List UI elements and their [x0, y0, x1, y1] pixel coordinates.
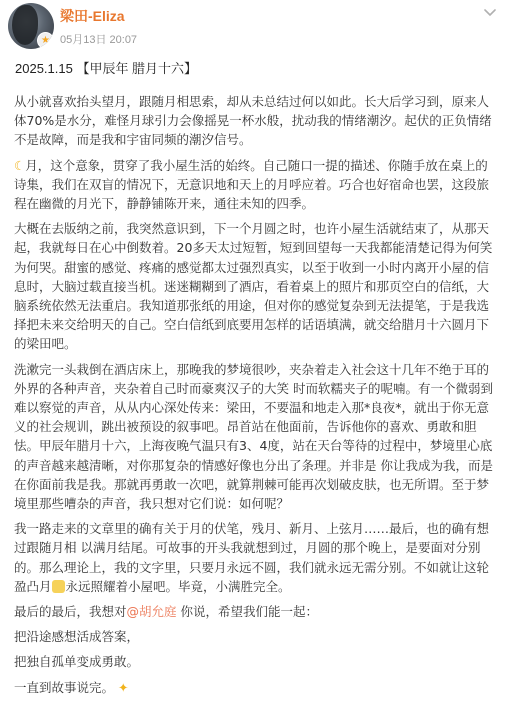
- post-body: [14, 92, 495, 703]
- moon-emoji-icon: [52, 580, 65, 593]
- crescent-moon-icon: ☾: [14, 157, 26, 173]
- closing-line: 最后的最后，我想对@胡允庭 你说，希望我们能一起：: [14, 604, 319, 620]
- paragraph: 洗漱完一头栽倒在酒店床上，那晚我的梦境很吵，夹杂着走入社会这十几年不绝于耳的外界的各种声音，夹杂着自己时而豪爽汉子的大笑 时而软糯夹子的呢喃。有一个微弱到难以察觉的声音，从从内心深处传来：梁田，不要温和地走入那*良夜*，就出于你无意义的社会规训，跳出被预设的叙事吧。昂首站在他面前，告诉他你的喜欢、勇敢和胆怯。甲辰年腊月十六，上海夜晚气温只有3、4度，站在天台等待的过程中，梦境里心底的声音越来越清晰，对你那复杂的情感好像也分出了条理。并非是 你让我成为我，而是 在你面前我是我。那就再勇敢一次吧，就算荆棘可能再次划破皮肤，也无所谓。至于梦境里那些嘈杂的声音，我只想对它们说：如何呢？: [14, 361, 493, 512]
- closing-verse-line: 把沿途感想活成答案，: [14, 629, 140, 645]
- closing-verse-line: 把独自孤单变成勇敢。: [14, 654, 140, 670]
- closing-verse-line: 一直到故事说完。 ✦: [14, 679, 129, 695]
- paragraph: ☾月，这个意象，贯穿了我小屋生活的始终。自己随口一提的描述、你随手放在桌上的诗集，我们在双盲的情况下，无意识地和天上的月呼应着。巧合也好宿命也罢，这段旅程在幽微的月光下，静静铺陈开来，通往未知的四季。: [14, 157, 490, 212]
- sparkle-icon: ✦: [118, 679, 129, 695]
- post-header: [0, 0, 507, 60]
- author-name[interactable]: 梁田-Eliza: [60, 8, 125, 24]
- paragraph: 我一路走来的文章里的确有关于月的伏笔，残月、新月、上弦月……最后，也的确有想过跟随月相 以满月结尾。可故事的开头我就想到过，月圆的那个晚上，是要面对分别的。那么理论上，我的文字里，只要月永远不圆，我们就永远无需分别。不如就让这轮盈凸月 永远照耀着小屋吧。毕竟，小满胜完全。: [14, 521, 490, 594]
- chevron-down-icon[interactable]: [483, 6, 497, 20]
- avatar[interactable]: [8, 3, 54, 49]
- post-timestamp: 05月13日 20:07: [60, 34, 138, 46]
- paragraph: 大概在去版纳之前，我突然意识到，下一个月圆之时，也许小屋生活就结束了，从那天起，我就每日在心中倒数着。20多天太过短暂，短到回望每一天我都能清楚记得为何笑为何哭。甜蜜的感觉、疼痛的感觉都太过强烈真实，以至于收到一小时内离开小屋的信息时，大脑过载直接当机。迷迷糊糊到了酒店，看着桌上的照片和那页空白的信纸，大脑系统依然无法重启。我知道那张纸的用途，但对你的感觉复杂到无法提笔，于是我选择把未来交给明天的自己。空白信纸到底要用怎样的话语填满，就交给腊月十六圆月下的梁田吧。: [14, 221, 493, 352]
- paragraph: 从小就喜欢抬头望月，跟随月相思索，却从未总结过何以如此。长大后学习到，原来人体70%是水分，难怪月球引力会像摇晃一杯水般，扰动我的情绪潮汐。起伏的正负情绪不是故障，而是我和宇宙同频的潮汐信号。: [14, 94, 492, 148]
- post-date-line: 2025.1.15 【甲辰年 腊月十六】: [15, 61, 198, 76]
- badge-icon: ★: [37, 32, 54, 49]
- avatar-hair: [12, 5, 38, 45]
- mention-link[interactable]: @胡允庭: [126, 604, 177, 620]
